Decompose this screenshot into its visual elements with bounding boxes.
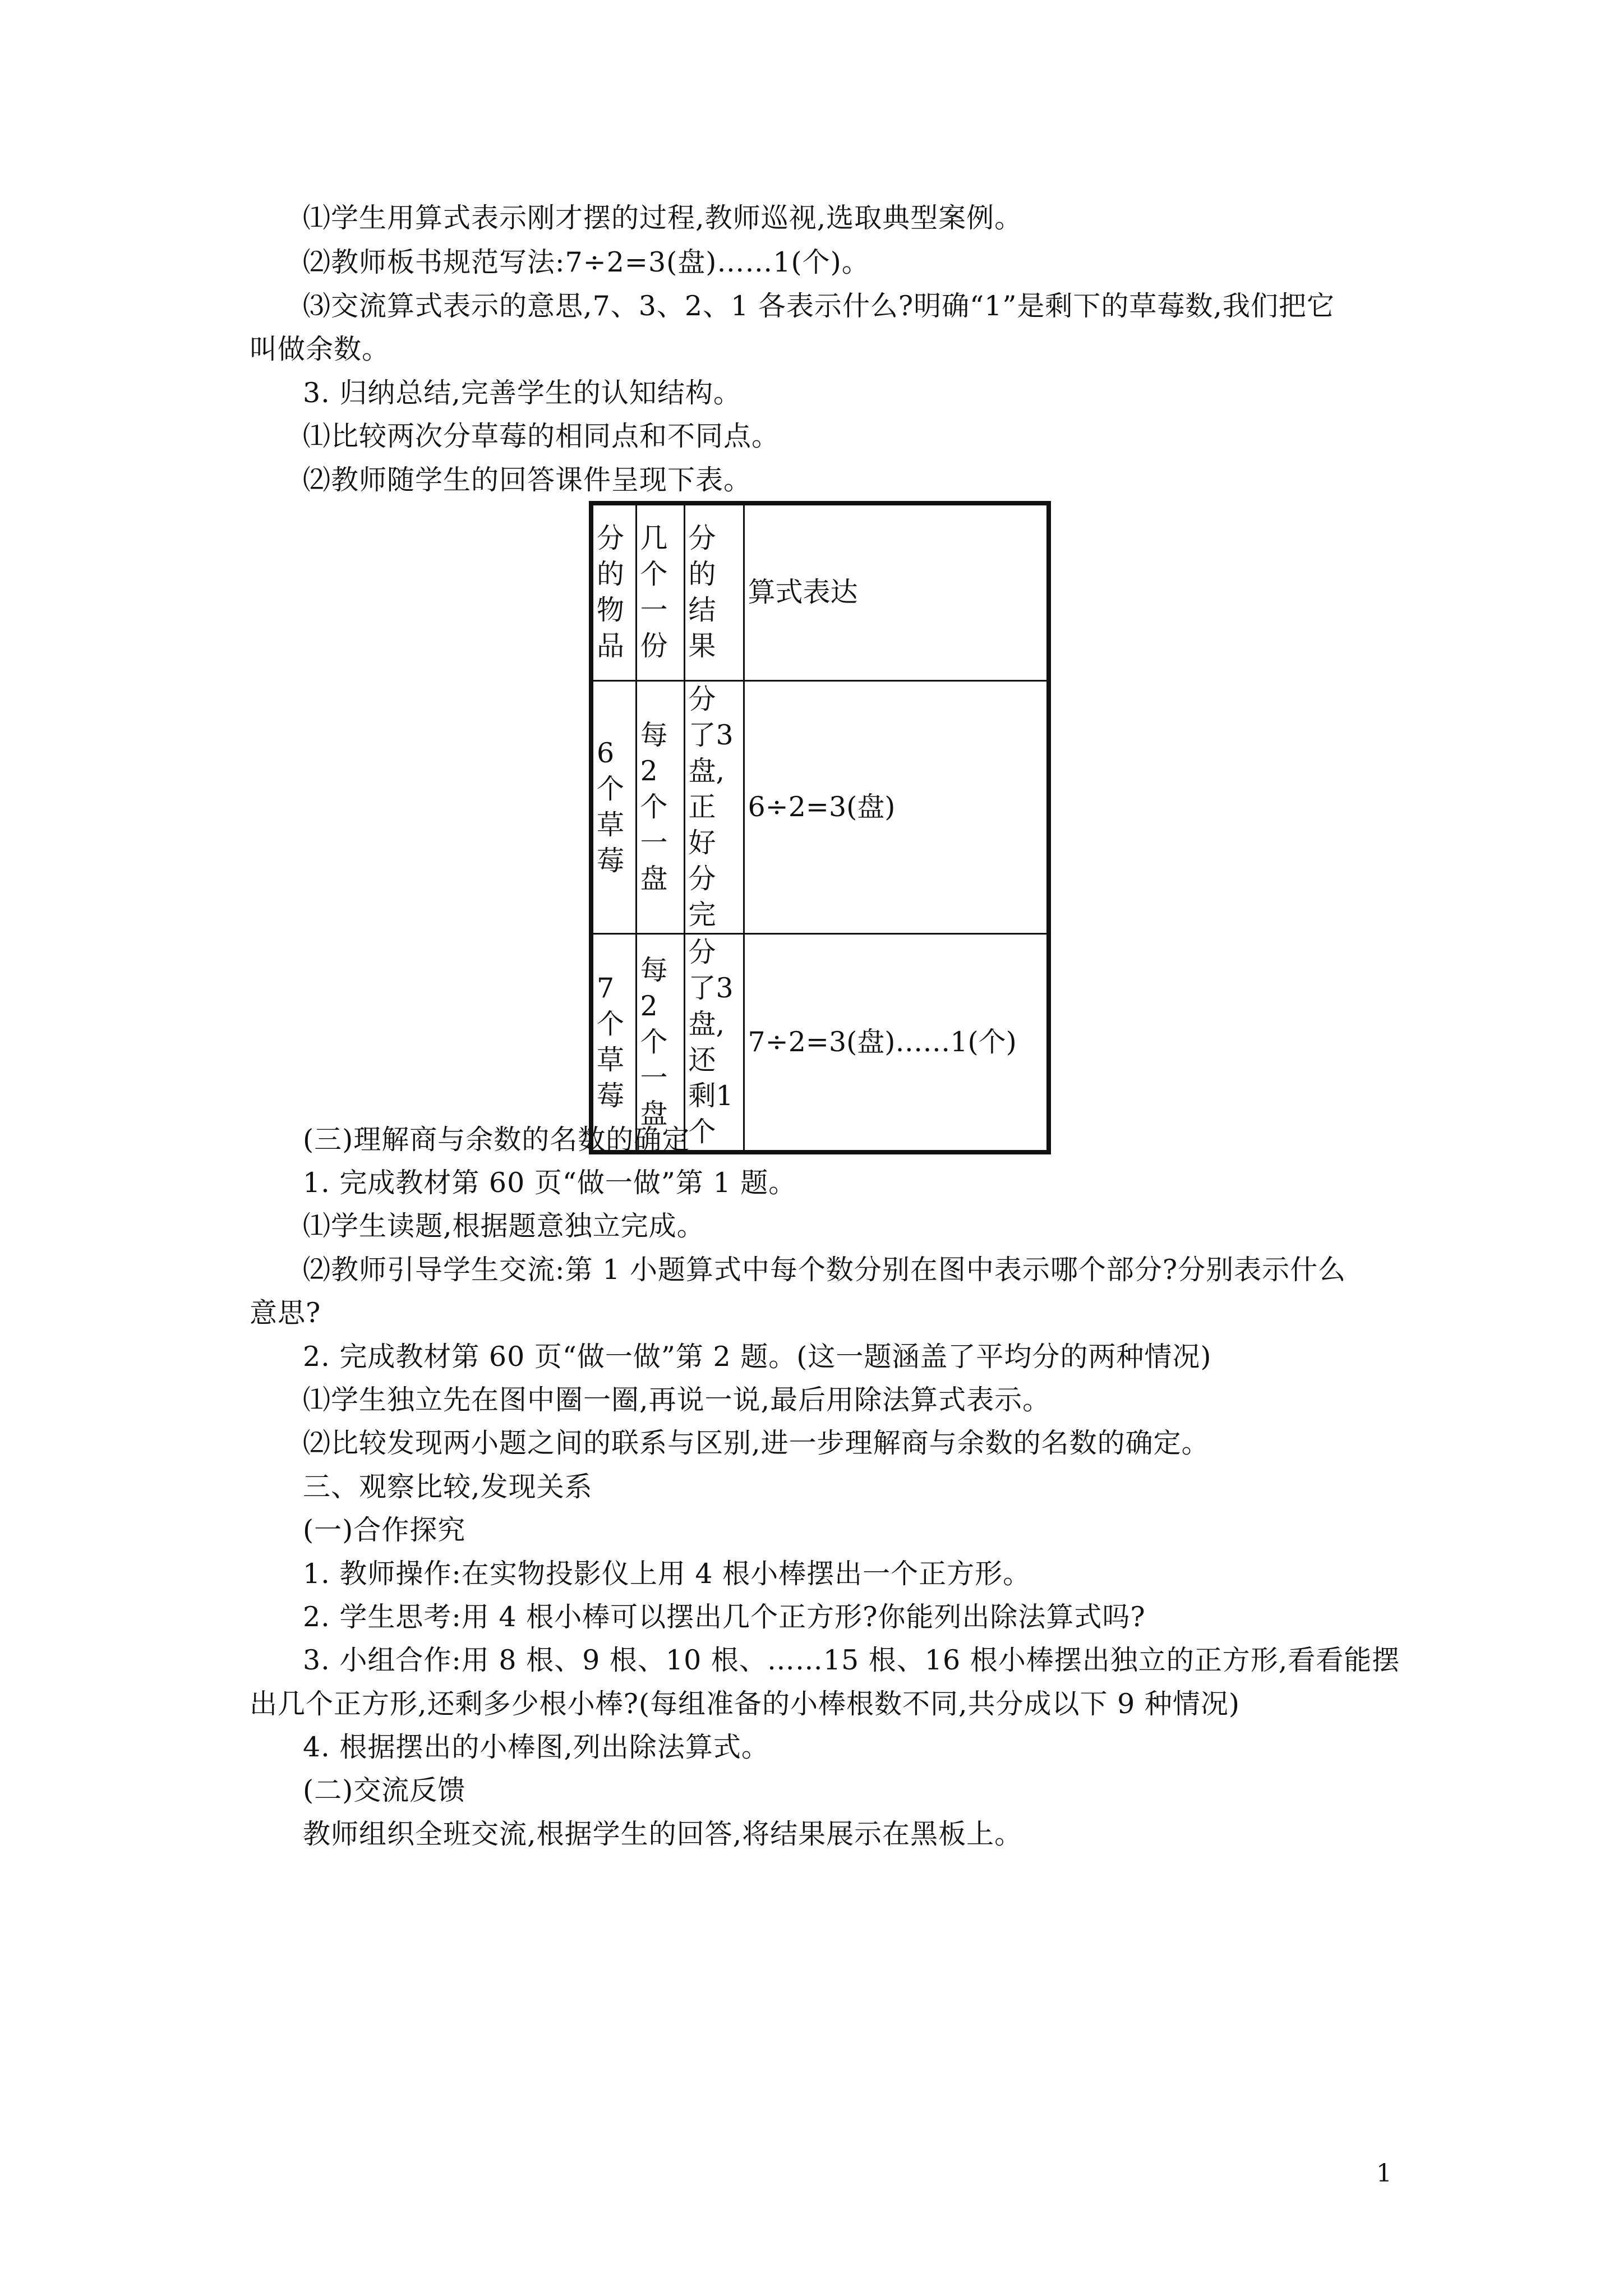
paragraph-exercise-2: 2. 完成教材第 60 页“做一做”第 2 题。(这一题涵盖了平均分的两种情况) xyxy=(303,1341,1212,1373)
paragraph-group-work-cont: 出几个正方形,还剩多少根小棒?(每组准备的小棒根数不同,共分成以下 9 种情况) xyxy=(250,1688,1240,1720)
cell-item: 6个草莓 xyxy=(591,680,636,933)
paragraph-group-work: 3. 小组合作:用 8 根、9 根、10 根、……15 根、16 根小棒摆出独立的正方形,看看能摆 xyxy=(303,1644,1400,1676)
paragraph-guide-cont: 意思? xyxy=(250,1297,321,1329)
header-expression: 算式表达 xyxy=(744,503,1049,680)
paragraph-class-exchange: 教师组织全班交流,根据学生的回答,将结果展示在黑板上。 xyxy=(303,1818,1023,1850)
cell-per-group: 每2个一盘 xyxy=(636,680,684,933)
table-row xyxy=(591,933,1049,1152)
paragraph-read: ⑴学生读题,根据题意独立完成。 xyxy=(303,1210,705,1242)
subsection-heading-feedback: (二)交流反馈 xyxy=(303,1774,466,1806)
cell-expression: 7÷2=3(盘)……1(个) xyxy=(744,933,1049,1152)
header-per-group: 几个一份 xyxy=(636,503,684,680)
paragraph-step-3-cont: 叫做余数。 xyxy=(250,333,390,365)
page-number: 1 xyxy=(1376,2159,1392,2188)
section-heading-quotient: (三)理解商与余数的名数的确定 xyxy=(303,1124,690,1156)
table-row xyxy=(591,680,1049,933)
paragraph-circle: ⑴学生独立先在图中圈一圈,再说一说,最后用除法算式表示。 xyxy=(303,1384,1051,1416)
paragraph-guide: ⑵教师引导学生交流:第 1 小题算式中每个数分别在图中表示哪个部分?分别表示什么 xyxy=(303,1254,1347,1286)
table-header-row xyxy=(591,503,1049,680)
cell-result: 分了3盘,正好分完 xyxy=(684,680,744,933)
paragraph-student-think: 2. 学生思考:用 4 根小棒可以摆出几个正方形?你能列出除法算式吗? xyxy=(303,1601,1146,1633)
header-result: 分的结果 xyxy=(684,503,744,680)
paragraph-exercise-1: 1. 完成教材第 60 页“做一做”第 1 题。 xyxy=(303,1167,797,1199)
paragraph-step-2: ⑵教师板书规范写法:7÷2=3(盘)……1(个)。 xyxy=(303,246,870,278)
subsection-heading-explore: (一)合作探究 xyxy=(303,1514,466,1546)
paragraph-compare: ⑴比较两次分草莓的相同点和不同点。 xyxy=(303,420,780,452)
cell-per-group: 每2个一盘 xyxy=(636,933,684,1152)
cell-expression: 6÷2=3(盘) xyxy=(744,680,1049,933)
section-heading-observe: 三、观察比较,发现关系 xyxy=(303,1471,593,1503)
paragraph-compare-2: ⑵比较发现两小题之间的联系与区别,进一步理解商与余数的名数的确定。 xyxy=(303,1427,1210,1459)
heading-summary: 3. 归纳总结,完善学生的认知结构。 xyxy=(303,377,741,409)
paragraph-step-3: ⑶交流算式表示的意思,7、3、2、1 各表示什么?明确“1”是剩下的草莓数,我们把它 xyxy=(303,290,1335,322)
strawberry-division-table xyxy=(589,501,1051,1154)
paragraph-list-expr: 4. 根据摆出的小棒图,列出除法算式。 xyxy=(303,1731,769,1763)
paragraph-teacher-op: 1. 教师操作:在实物投影仪上用 4 根小棒摆出一个正方形。 xyxy=(303,1558,1031,1590)
paragraph-step-1: ⑴学生用算式表示刚才摆的过程,教师巡视,选取典型案例。 xyxy=(303,202,1023,234)
paragraph-table-intro: ⑵教师随学生的回答课件呈现下表。 xyxy=(303,464,752,496)
cell-item: 7个草莓 xyxy=(591,933,636,1152)
header-item: 分的物品 xyxy=(591,503,636,680)
cell-result: 分了3盘,还剩1个 xyxy=(684,933,744,1152)
